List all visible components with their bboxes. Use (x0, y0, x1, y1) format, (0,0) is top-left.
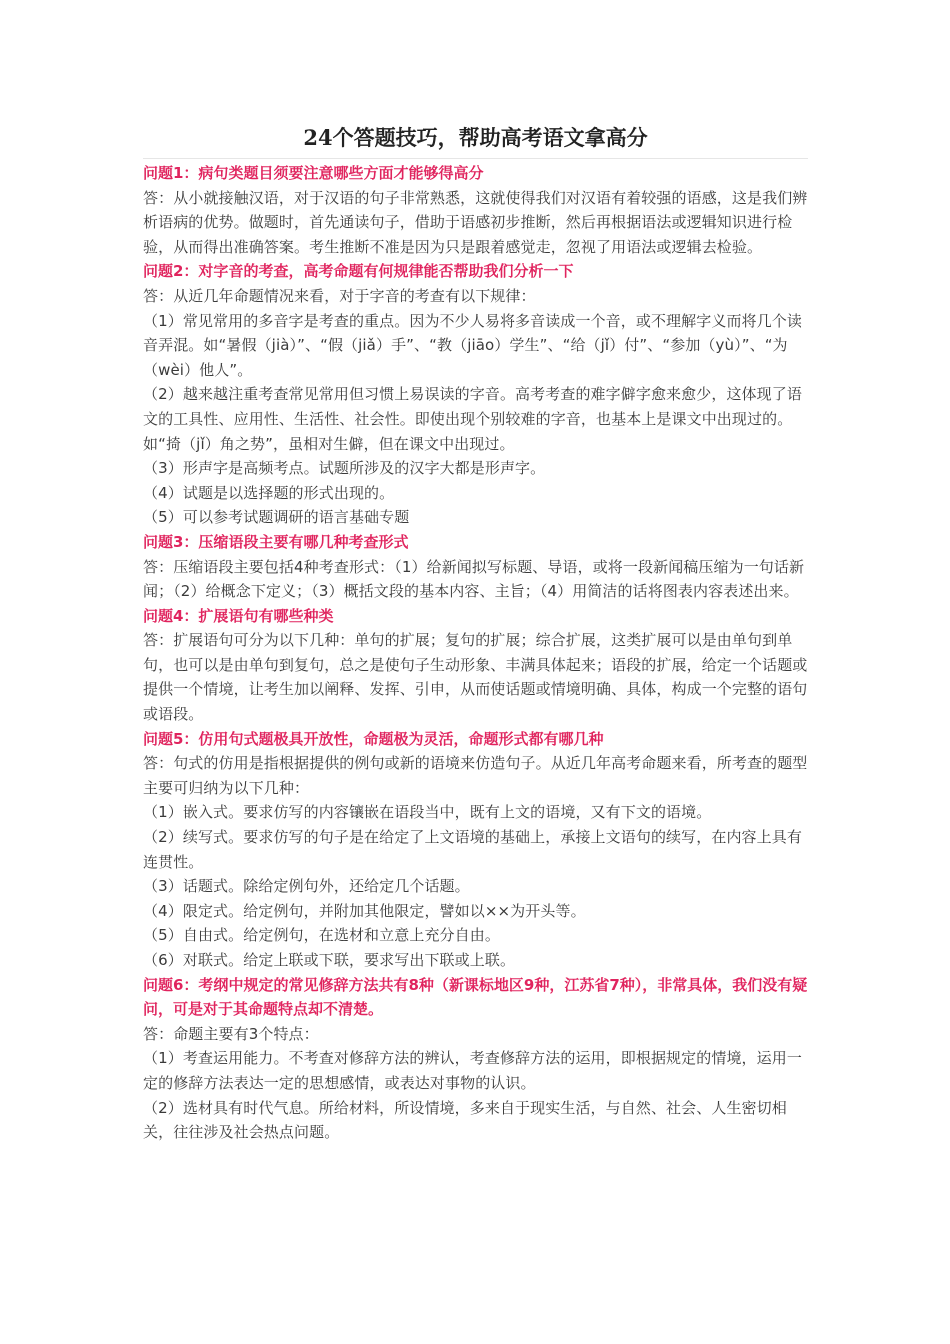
answer-paragraph: （2）选材具有时代气息。所给材料，所设情境，多来自于现实生活，与自然、社会、人生密切相关，往往涉及社会热点问题。 (143, 1098, 787, 1142)
question-heading: 问题5：仿用句式题极具开放性，命题极为灵活，命题形式都有哪几种 (143, 729, 604, 748)
answer-paragraph: 答：从小就接触汉语，对于汉语的句子非常熟悉，这就使得我们对汉语有着较强的语感，这是我们辨析语病的优势。做题时，首先通读句子，借助于语感初步推断，然后再根据语法或逻辑知识进行检验，从而得出准确答案。考生推断不准是因为只是跟着感觉走，忽视了用语法或逻辑去检验。 (143, 188, 808, 256)
answer-paragraph: 答：扩展语句可分为以下几种：单句的扩展；复句的扩展；综合扩展，这类扩展可以是由单句到单句，也可以是由单句到复句，总之是使句子生动形象、丰满具体起来；语段的扩展，给定一个话题或提供一个情境，让考生加以阐释、发挥、引申，从而使话题或情境明确、具体，构成一个完整的语句或语段。 (143, 631, 808, 724)
answer-paragraph: （6）对联式。给定上联或下联，要求写出下联或上联。 (143, 951, 516, 969)
document-page (143, 118, 808, 1145)
answer-paragraph: （3）话题式。除给定例句外，还给定几个话题。 (143, 877, 470, 896)
question-heading: 问题2：对字音的考查，高考命题有何规律能否帮助我们分析一下 (143, 262, 574, 281)
answer-paragraph: 答：从近几年命题情况来看，对于字音的考查有以下规律： (143, 286, 536, 305)
answer-paragraph: （1）考查运用能力。不考查对修辞方法的辨认，考查修辞方法的运用，即根据规定的情境，运用一定的修辞方法表达一定的思想感情，或表达对事物的认识。 (143, 1049, 802, 1092)
answer-paragraph: （5）自由式。给定例句，在选材和立意上充分自由。 (143, 926, 500, 945)
answer-paragraph: （4）限定式。给定例句，并附加其他限定，譬如以××为开头等。 (143, 901, 586, 920)
answer-paragraph: （2）续写式。要求仿写的句子是在给定了上文语境的基础上，承接上文语句的续写，在内容上具有连贯性。 (143, 828, 802, 871)
answer-paragraph: 答：压缩语段主要包括4种考查形式：（1）给新闻拟写标题、导语，或将一段新闻稿压缩为一句话新闻；（2）给概念下定义；（3）概括文段的基本内容、主旨；（4）用简洁的话将图表内容表述出来。 (143, 557, 805, 601)
answer-paragraph: （1）常见常用的多音字是考查的重点。因为不少人易将多音读成一个音，或不理解字义而将几个读音弄混。如“暑假（jià）”、“假（jiǎ）手”、“教（jiāo）学生”、“给（jǐ）付”、“参加（yù）”、“为（wèi）他人”。 (143, 311, 802, 379)
question-heading: 问题3：压缩语段主要有哪几种考查形式 (143, 532, 409, 551)
answer-paragraph: （3）形声字是高频考点。试题所涉及的汉字大都是形声字。 (143, 459, 546, 478)
question-heading: 问题4：扩展语句有哪些种类 (143, 606, 334, 625)
answer-paragraph: （2）越来越注重考查常见常用但习惯上易误读的字音。高考考查的难字僻字愈来愈少，这体现了语文的工具性、应用性、生活性、社会性。即使出现个别较难的字音，也基本上是课文中出现过的。如“掎（jǐ）角之势”，虽相对生僻，但在课文中出现过。 (143, 385, 802, 453)
answer-paragraph: （5）可以参考试题调研的语言基础专题 (143, 508, 410, 527)
question-heading: 问题1：病句类题目须要注意哪些方面才能够得高分 (143, 164, 484, 182)
answer-paragraph: 答：句式的仿用是指根据提供的例句或新的语境来仿造句子。从近几年高考命题来看，所考查的题型主要可归纳为以下几种： (143, 754, 808, 797)
title-divider (143, 158, 808, 159)
question-heading: 问题6：考纲中规定的常见修辞方法共有8种（新课标地区9种，江苏省7种），非常具体，我们没有疑问，可是对于其命题特点却不清楚。 (143, 975, 808, 1019)
answer-paragraph: 答：命题主要有3个特点： (143, 1024, 319, 1043)
answer-paragraph: （1）嵌入式。要求仿写的内容镶嵌在语段当中，既有上文的语境，又有下文的语境。 (143, 803, 712, 822)
document-title: 24个答题技巧，帮助高考语文拿高分 (303, 125, 648, 150)
answer-paragraph: （4）试题是以选择题的形式出现的。 (143, 483, 395, 502)
